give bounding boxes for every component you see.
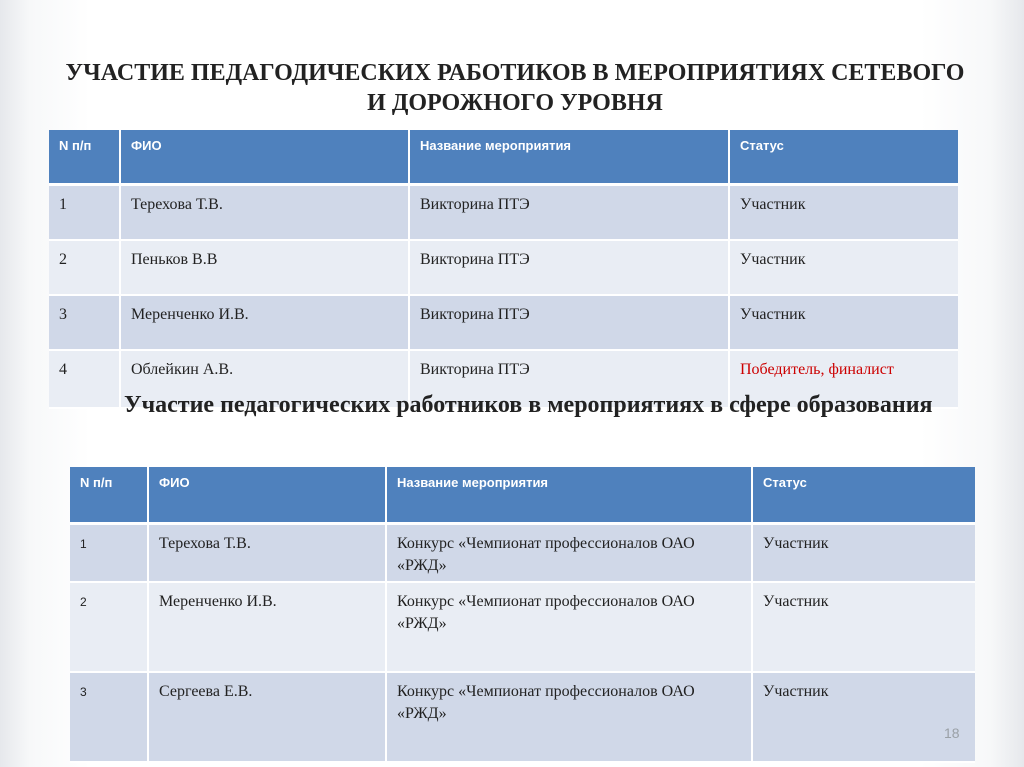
cell-event: Конкурс «Чемпионат профессионалов ОАО «РЖД» [387, 525, 753, 583]
section-title: Участие педагогических работников в мероприятиях в сфере образования [124, 392, 933, 418]
table-header-row [70, 467, 975, 525]
cell-status: Участник [753, 525, 975, 583]
cell-event: Викторина ПТЭ [410, 351, 730, 409]
cell-event: Конкурс «Чемпионат профессионалов ОАО «РЖД» [387, 673, 753, 763]
cell-status: Участник [730, 186, 958, 241]
cell-status: Участник [730, 296, 958, 351]
cell-number: 3 [70, 673, 149, 763]
cell-number: 1 [49, 186, 121, 241]
table-row [70, 525, 975, 583]
cell-event: Викторина ПТЭ [410, 296, 730, 351]
cell-name: Пеньков В.В [121, 241, 410, 296]
column-header-name: ФИО [121, 130, 410, 186]
table-row [70, 673, 975, 763]
cell-number: 3 [49, 296, 121, 351]
events-education-table [70, 467, 975, 763]
cell-event: Викторина ПТЭ [410, 186, 730, 241]
table-row [49, 186, 958, 241]
table-header-row [49, 130, 958, 186]
page-title: УЧАСТИЕ ПЕДАГОДИЧЕСКИХ РАБОТИКОВ В МЕРОПРИЯТИЯХ СЕТЕВОГО И ДОРОЖНОГО УРОВНЯ [65, 60, 965, 116]
cell-status: Участник [753, 673, 975, 763]
events-network-table [49, 130, 958, 409]
cell-name: Меренченко И.В. [149, 583, 387, 673]
cell-name: Сергеева Е.В. [149, 673, 387, 763]
table-row [49, 296, 958, 351]
column-header-number: N п/п [49, 130, 121, 186]
cell-number: 4 [49, 351, 121, 409]
column-header-status: Статус [753, 467, 975, 525]
cell-number: 2 [70, 583, 149, 673]
cell-name: Меренченко И.В. [121, 296, 410, 351]
cell-name: Облейкин А.В. [121, 351, 410, 409]
column-header-number: N п/п [70, 467, 149, 525]
cell-status: Участник [730, 241, 958, 296]
table-row [70, 583, 975, 673]
column-header-name: ФИО [149, 467, 387, 525]
cell-event: Конкурс «Чемпионат профессионалов ОАО «РЖД» [387, 583, 753, 673]
cell-number: 1 [70, 525, 149, 583]
column-header-event: Название мероприятия [410, 130, 730, 186]
cell-status-winner: Победитель, финалист [730, 351, 958, 409]
page-number: 18 [944, 725, 960, 741]
column-header-event: Название мероприятия [387, 467, 753, 525]
cell-name: Терехова Т.В. [121, 186, 410, 241]
cell-number: 2 [49, 241, 121, 296]
cell-status: Участник [753, 583, 975, 673]
cell-event: Викторина ПТЭ [410, 241, 730, 296]
column-header-status: Статус [730, 130, 958, 186]
table-row [49, 241, 958, 296]
cell-name: Терехова Т.В. [149, 525, 387, 583]
